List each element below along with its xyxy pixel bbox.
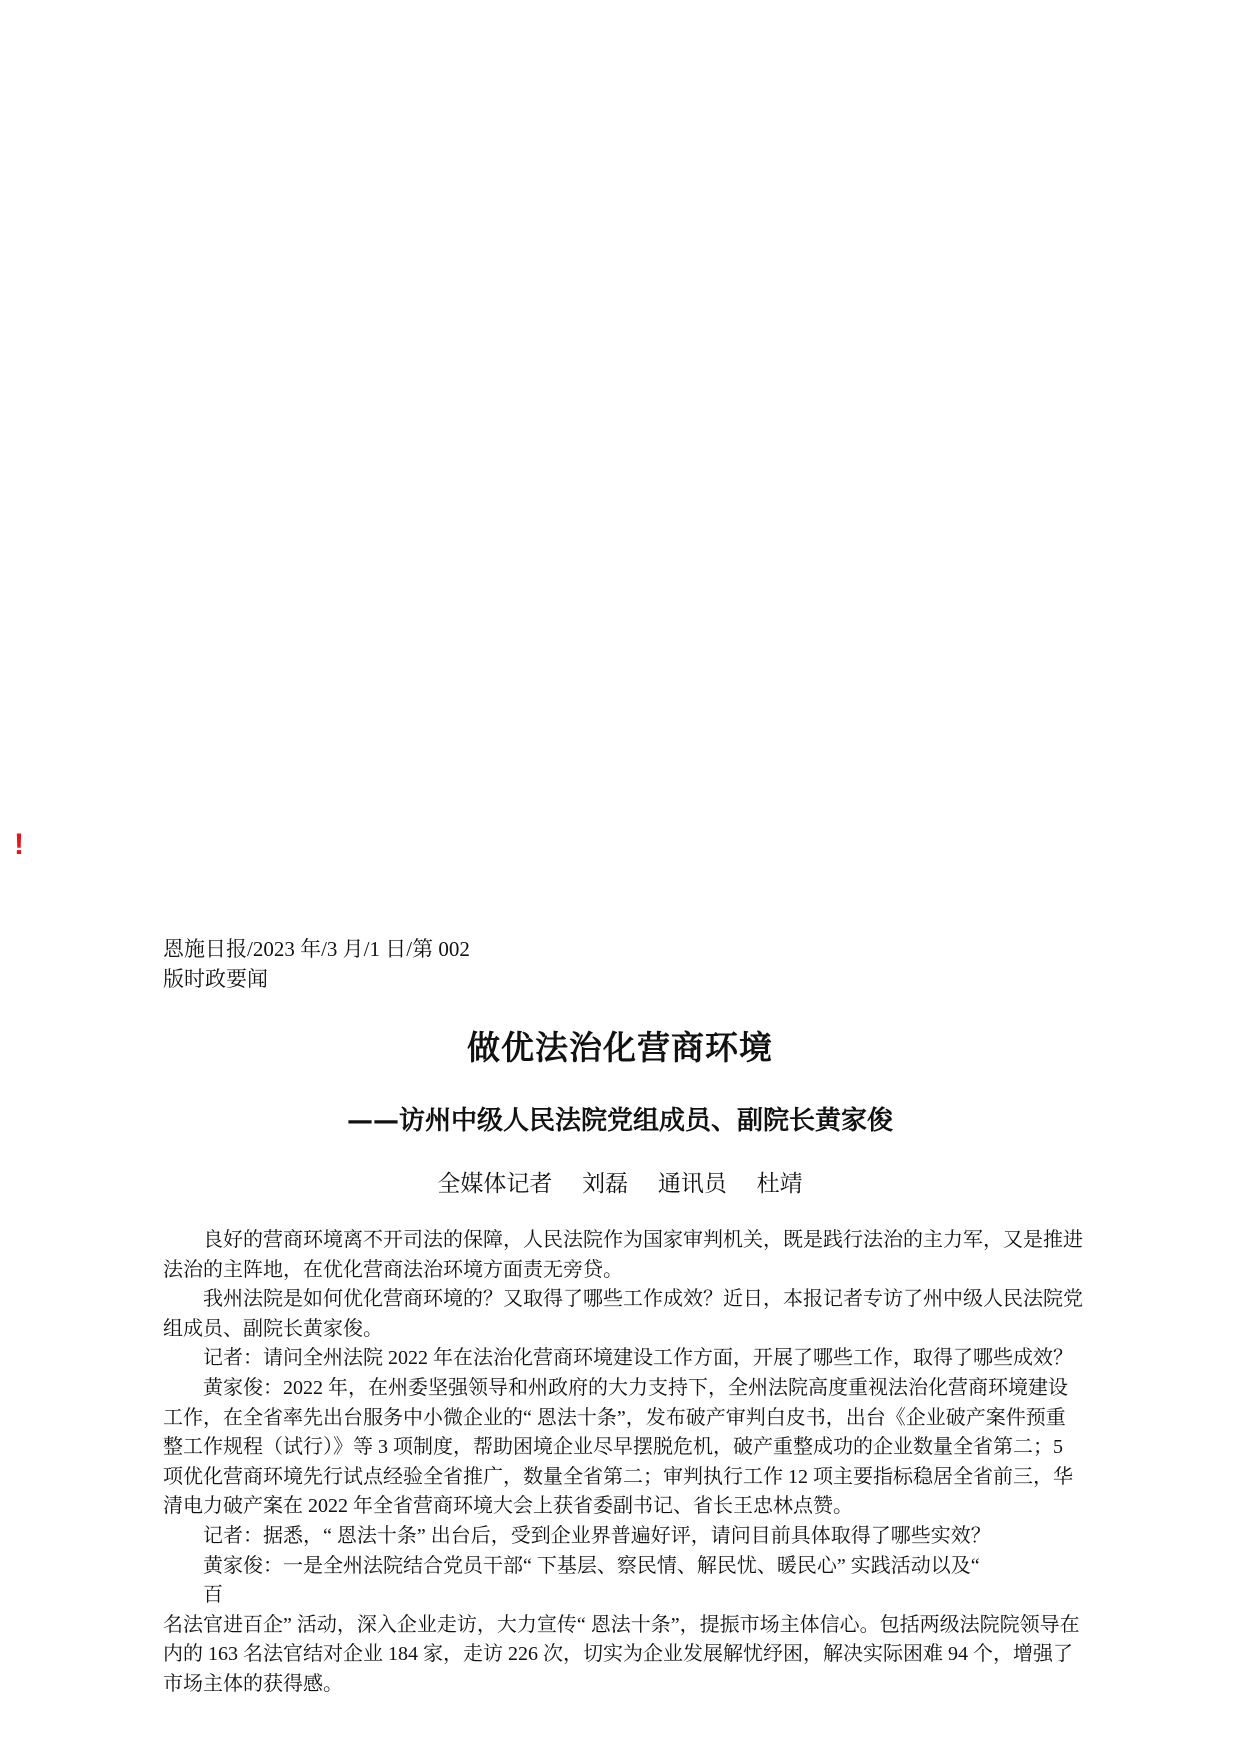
article-subtitle: ——访州中级人民法院党组成员、副院长黄家俊 [346,1106,893,1136]
paragraph-question-2: 记者：据悉，“ 恩法十条” 出台后，受到企业界普遍好评，请问目前具体取得了哪些实效？ [203,1524,991,1547]
publication-info-line-1: 恩施日报/2023 年/3 月/1 日/第 002 [163,937,470,961]
paragraph-question-1: 记者：请问全州法院 2022 年在法治化营商环境建设工作方面，开展了哪些工作，取得了哪些成效？ [203,1347,1073,1370]
byline-role-correspondent: 通讯员 [657,1171,727,1196]
byline-name-reporter: 刘磊 [582,1171,629,1196]
publication-info-line-2: 版时政要闻 [163,967,268,991]
red-exclamation-mark: ! [14,828,24,861]
paragraph-answer-2-fragment: 百 [203,1584,223,1607]
paragraph-answer-1: 黄家俊：2022 年，在州委坚强领导和州政府的大力支持下，全州法院高度重视法治化营商环境建设工作，在全省率先出台服务中小微企业的“ 恩法十条”，发布破产审判白皮书，出台《企业破产案件预重整工作规程（试行）》等 3 项制度，帮助困境企业尽早摆脱危机，破产重整成功的企业数量全省第二；5 项优化营商环境先行试点经验全省推广，数量全省第二；审判执行工作 12 项主要指标稳居全省前三，华清电力破产案在 2022 年全省营商环境大会上获省委副书记、省长王忠林点赞。 [163,1376,1073,1518]
paragraph-answer-2-start: 黄家俊：一是全州法院结合党员干部“ 下基层、察民情、解民忧、暖民心” 实践活动以及“ [203,1554,980,1577]
byline [0,1165,1240,1198]
paragraph-lead: 我州法院是如何优化营商环境的？又取得了哪些工作成效？近日，本报记者专访了州中级人民法院党组成员、副院长黄家俊。 [163,1288,1083,1340]
publication-info [163,934,470,994]
article-title: 做优法治化营商环境 [467,1028,773,1067]
article-body [163,1226,1083,1700]
byline-name-correspondent: 杜靖 [756,1171,803,1196]
paragraph-answer-2-cont: 名法官进百企” 活动，深入企业走访，大力宣传“ 恩法十条”，提振市场主体信心。包括两级法院院领导在内的 163 名法官结对企业 184 家，走访 226 次，切实为企业发展解忧纾困，解决实际困难 94 个，增强了市场主体的获得感。 [163,1613,1080,1695]
byline-role-reporter: 全媒体记者 [437,1171,553,1196]
paragraph-intro: 良好的营商环境离不开司法的保障，人民法院作为国家审判机关，既是践行法治的主力军，又是推进法治的主阵地，在优化营商法治环境方面责无旁贷。 [163,1229,1083,1281]
